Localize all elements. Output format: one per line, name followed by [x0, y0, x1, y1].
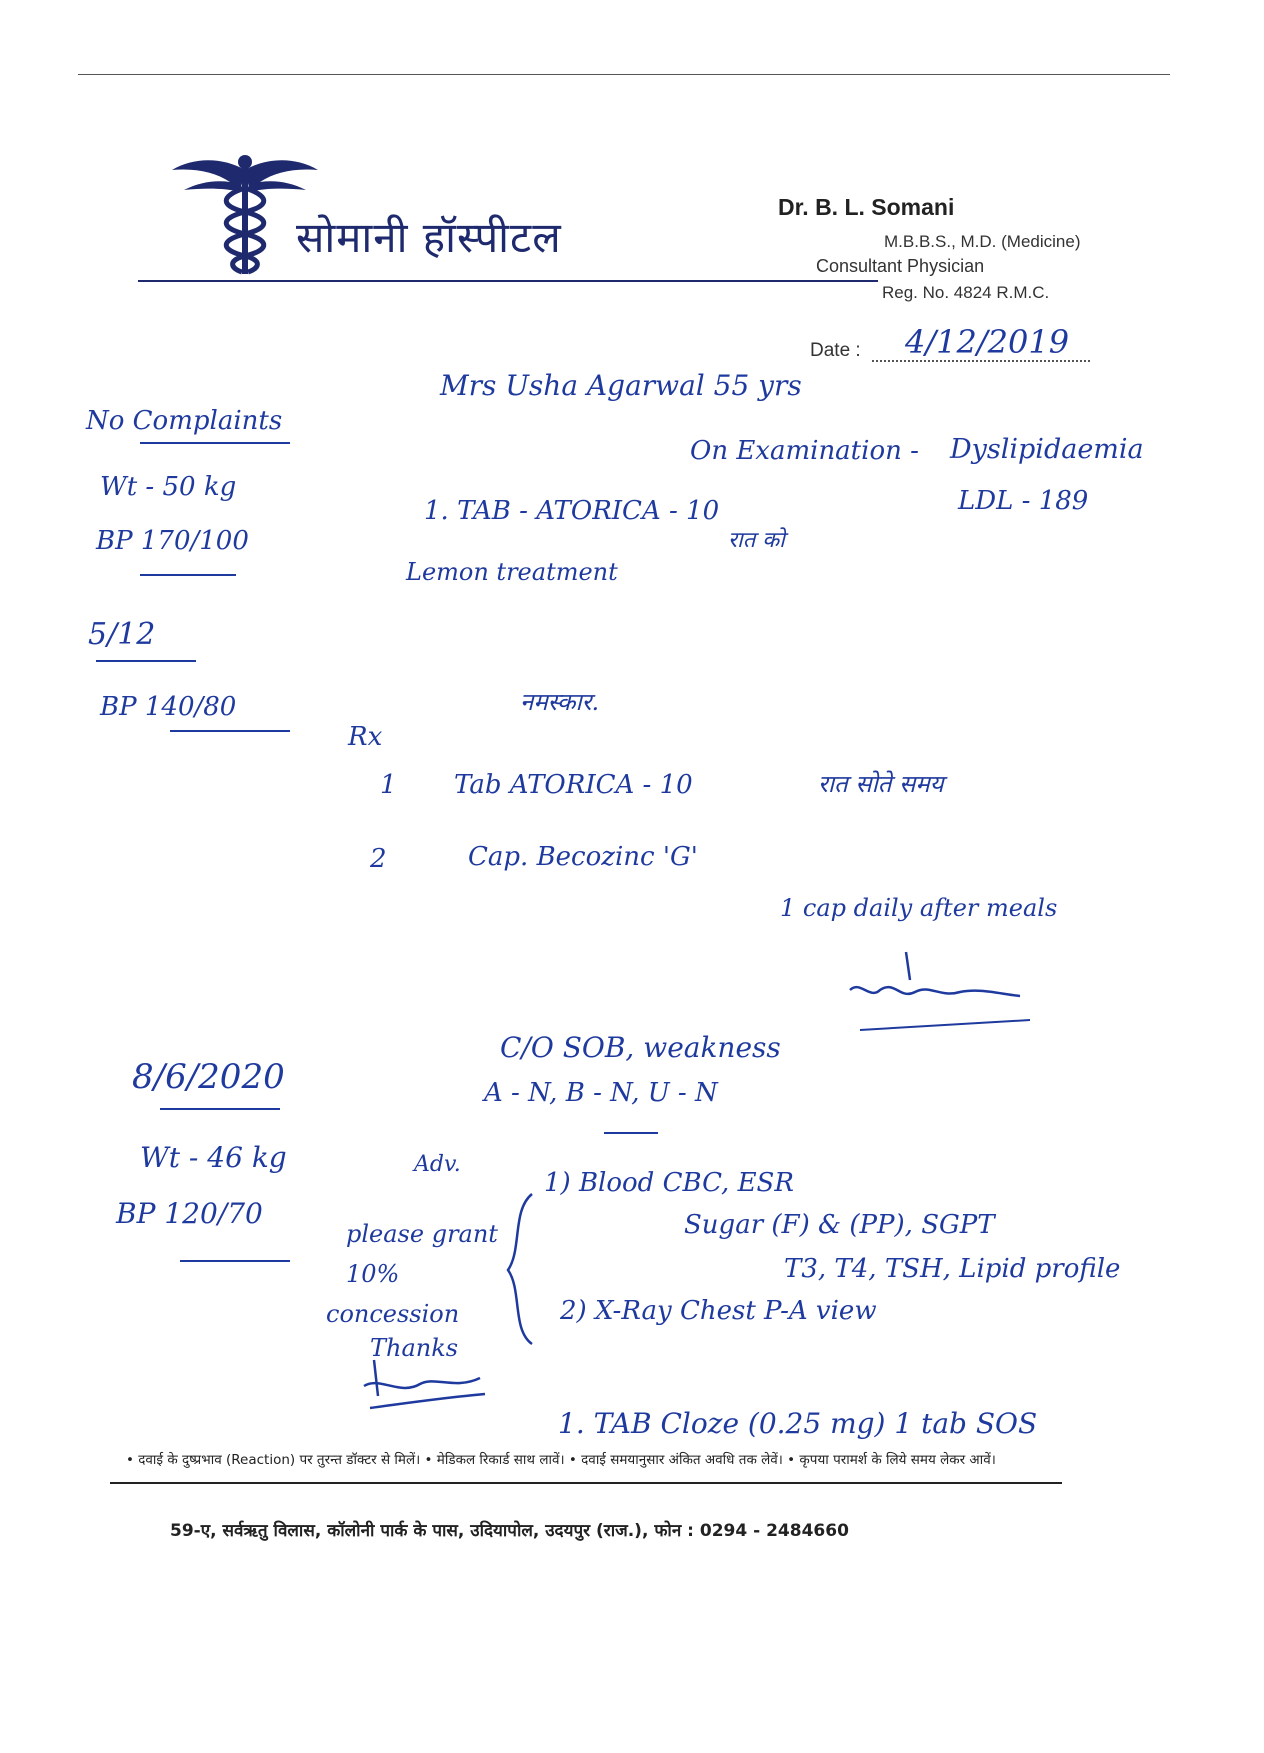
visit2-exam-underline — [604, 1132, 658, 1134]
visit1-hindi-note: नमस्कार. — [520, 688, 600, 716]
tests-bracket — [502, 1190, 542, 1350]
visit1-ldl: LDL - 189 — [958, 486, 1089, 516]
visit1-weight: Wt - 50 kg — [100, 472, 237, 502]
visit1-rx-line: 1. TAB - ATORICA - 10 — [424, 496, 720, 526]
rx-item-2-text: Cap. Becozinc 'G' — [468, 842, 698, 872]
patient-line: Mrs Usha Agarwal 55 yrs — [440, 369, 802, 402]
visit2-weight: Wt - 46 kg — [140, 1141, 287, 1174]
hospital-name: सोमानी हॉस्पीटल — [296, 213, 562, 262]
doctor-title: Consultant Physician — [816, 256, 985, 276]
page-top-edge — [78, 74, 1170, 75]
rx-item-2-instruction: 1 cap daily after meals — [780, 894, 1058, 922]
signature-1 — [840, 950, 1040, 1040]
visit2-test-1: 1) Blood CBC, ESR — [544, 1168, 794, 1198]
concession-line-1: please grant — [346, 1220, 498, 1248]
concession-line-4: Thanks — [370, 1334, 459, 1362]
visit1-bp: BP 170/100 — [96, 526, 249, 556]
visit2-test-4: 2) X-Ray Chest P-A view — [560, 1296, 877, 1326]
visit1-diagnosis: Dyslipidaemia — [950, 434, 1144, 465]
visit2-date: 8/6/2020 — [132, 1057, 285, 1097]
date-label: Date : — [810, 340, 861, 361]
rx-symbol: Rx — [348, 722, 383, 752]
followup-bp-underline — [170, 730, 290, 732]
visit1-rx-tail: Lemon treatment — [406, 558, 618, 586]
rx-item-1-number: 1 — [380, 770, 397, 800]
visit2-advice-label: Adv. — [414, 1152, 461, 1177]
followup-date-underline — [96, 660, 196, 662]
visit2-date-underline — [160, 1108, 280, 1110]
visit2-bp-underline — [180, 1260, 290, 1262]
followup-bp: BP 140/80 — [100, 692, 237, 722]
visit2-rx-final: 1. TAB Cloze (0.25 mg) 1 tab SOS — [558, 1407, 1038, 1440]
visit1-exam: On Examination - — [690, 436, 919, 466]
visit2-bp: BP 120/70 — [116, 1197, 263, 1230]
hospital-address: 59-ए, सर्वऋतु विलास, कॉलोनी पार्क के पास, उदियापोल, उदयपुर (राज.), फोन : 0294 - 2484660 — [170, 1521, 849, 1541]
visit2-test-3: T3, T4, TSH, Lipid profile — [784, 1254, 1121, 1284]
visit2-exam: A - N, B - N, U - N — [484, 1078, 718, 1108]
doctor-name: Dr. B. L. Somani — [778, 194, 955, 220]
letterhead-divider — [138, 280, 878, 282]
rx-item-1-instruction: रात सोते समय — [818, 770, 944, 798]
doctor-qualifications: M.B.B.S., M.D. (Medicine) — [884, 232, 1081, 251]
visit1-bp-underline — [140, 574, 236, 576]
rx-item-2-number: 2 — [370, 844, 387, 874]
signature-2 — [360, 1356, 500, 1416]
followup-date: 5/12 — [88, 617, 156, 652]
visit2-test-2: Sugar (F) & (PP), SGPT — [684, 1210, 995, 1240]
visit1-date: 4/12/2019 — [905, 323, 1070, 361]
visit1-rx-timing: रात को — [728, 528, 785, 553]
concession-line-2: 10% — [346, 1260, 400, 1288]
concession-line-3: concession — [326, 1300, 460, 1328]
visit1-note-complaints: No Complaints — [86, 406, 283, 436]
footer-notes: • दवाई के दुष्प्रभाव (Reaction) पर तुरन्त डॉक्टर से मिलें। • मेडिकल रिकार्ड साथ लावें। • दवाई समयानुसार अंकित अवधि तक लेवें। • कृपया परामर्श के लिये समय लेकर आवें। — [126, 1452, 996, 1468]
rx-item-1-text: Tab ATORICA - 10 — [454, 770, 693, 800]
visit1-note-underline — [140, 442, 290, 444]
registration-number: Reg. No. 4824 R.M.C. — [882, 283, 1050, 302]
visit2-complaint: C/O SOB, weakness — [500, 1031, 781, 1064]
footer-divider — [110, 1482, 1062, 1484]
